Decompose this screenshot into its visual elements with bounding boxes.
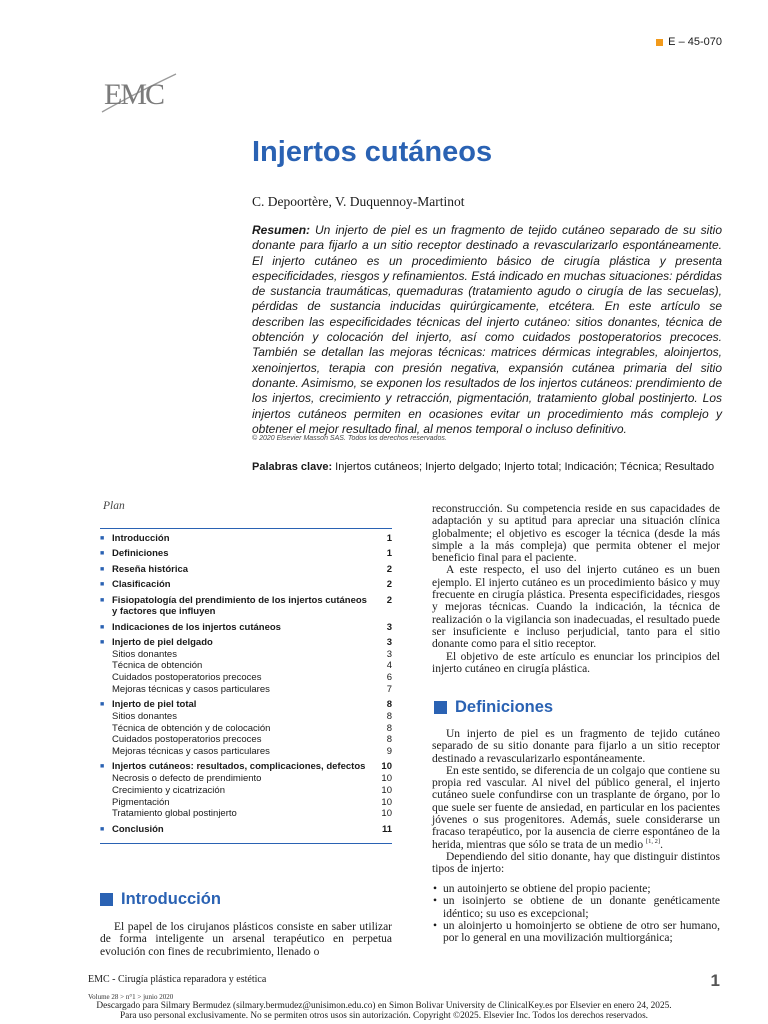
plan-item-page: 9 bbox=[386, 746, 392, 758]
plan-title: Plan bbox=[103, 500, 125, 512]
reference-code-text: E – 45-070 bbox=[668, 36, 722, 48]
definitions-text bbox=[432, 728, 720, 876]
plan-item-page: 4 bbox=[386, 660, 392, 672]
footer-journal-name: EMC - Cirugía plástica reparadora y estética bbox=[88, 974, 267, 985]
section-heading-definiciones bbox=[434, 698, 553, 717]
plan-item bbox=[100, 785, 392, 797]
plan-item-page: 8 bbox=[386, 722, 392, 734]
keywords-label: Palabras clave: bbox=[252, 461, 333, 473]
paragraph: A este respecto, el uso del injerto cutáneo es un buen ejemplo. El injerto cutáneo es un procedimiento básico y muy frecuente en cirugía plástica. Presenta especificidades, riesgos y mejoras técnicas. Cuando la indicación, la técnica de realización o la vigilancia son inadecuadas, el resultado puede ser insuficiente e incluso perjudicial, tanto para el sitio donante como para el sitio receptor. bbox=[432, 564, 720, 651]
plan-item-page: 8 bbox=[386, 734, 392, 746]
indent-spacer bbox=[100, 672, 112, 684]
paragraph bbox=[432, 765, 720, 851]
plan-item-page: 10 bbox=[381, 796, 392, 808]
plan-item bbox=[100, 564, 392, 576]
plan-item-label: Mejoras técnicas y casos particulares bbox=[112, 746, 270, 758]
intro-text bbox=[100, 921, 392, 958]
orange-square-icon bbox=[656, 39, 663, 46]
plan-item-label: Mejoras técnicas y casos particulares bbox=[112, 683, 270, 695]
plan-item bbox=[100, 672, 392, 684]
indent-spacer bbox=[100, 785, 112, 797]
list-item: • un aloinjerto u homoinjerto se obtiene de otro ser humano, por lo general en una movilización multiorgánica; bbox=[432, 920, 720, 945]
plan-item bbox=[100, 533, 392, 545]
emc-logo bbox=[100, 66, 180, 116]
paragraph: El objetivo de este artículo es enunciar los principios del injerto cutáneo en cirugía plástica. bbox=[432, 650, 720, 675]
plan-item-label: Sitios donantes bbox=[112, 648, 177, 660]
square-bullet-icon: ■ bbox=[100, 825, 105, 833]
plan-top-divider bbox=[100, 528, 392, 529]
abstract-label: Resumen: bbox=[252, 223, 311, 237]
plan-item-page: 11 bbox=[381, 823, 392, 835]
square-bullet-icon: ■ bbox=[100, 701, 105, 709]
plan-item bbox=[100, 711, 392, 723]
download-notice bbox=[0, 1001, 768, 1021]
plan-item bbox=[100, 746, 392, 758]
page-number: 1 bbox=[710, 971, 720, 990]
footer-volume: Volume 28 > n°1 > junio 2020 bbox=[88, 993, 174, 1001]
plan-item-page: 8 bbox=[386, 699, 392, 711]
plan-item bbox=[100, 761, 392, 773]
plan-item-label: Fisiopatología del prendimiento de los injertos cutáneos y factores que influyen bbox=[112, 594, 367, 618]
plan-item-page: 2 bbox=[386, 594, 392, 606]
plan-item-page: 3 bbox=[386, 637, 392, 649]
plan-item-page: 7 bbox=[386, 683, 392, 695]
plan-item-label: Injerto de piel total bbox=[112, 699, 197, 711]
plan-item-label: Reseña histórica bbox=[112, 563, 189, 575]
square-bullet-icon: ■ bbox=[100, 535, 105, 542]
download-notice-line: Para uso personal exclusivamente. No se permiten otros usos sin autorización. Copyright ©2025. Elsevier Inc. Todos los derechos reservados. bbox=[119, 1011, 649, 1021]
plan-item-page: 3 bbox=[386, 648, 392, 660]
paragraph-text: En este sentido, se diferencia de un colgajo que contiene su propia red vascular. Al nivel del público general, el injerto cutáneo suele confundirse con un trasplante de órgano, por lo que suele ser fuente de ansiedad, en particular en los pacientes jóvenes o sus progenitores. Además, suele considerarse un fracaso terapéutico, por la ausencia de cierre espontáneo de la herida, mientras que sólo se trata de un medio bbox=[432, 764, 720, 851]
plan-item bbox=[100, 660, 392, 672]
logo-text: EMC bbox=[104, 78, 164, 111]
plan-item-label: Tratamiento global postinjerto bbox=[112, 808, 237, 820]
intro-text-continued bbox=[432, 503, 720, 675]
plan-item-page: 8 bbox=[386, 710, 392, 722]
plan-item bbox=[100, 797, 392, 809]
plan-item-label: Introducción bbox=[112, 533, 170, 544]
plan-item bbox=[100, 723, 392, 735]
plan-item bbox=[100, 595, 392, 618]
plan-item-label: Definiciones bbox=[112, 548, 169, 560]
list-item: • un autoinjerto se obtiene del propio paciente; bbox=[432, 883, 720, 895]
indent-spacer bbox=[100, 723, 112, 735]
plan-item bbox=[100, 622, 392, 634]
section-square-icon bbox=[434, 701, 447, 714]
plan-item-label: Cuidados postoperatorios precoces bbox=[112, 734, 262, 746]
plan-item-label: Injerto de piel delgado bbox=[112, 637, 213, 649]
plan-item-page: 1 bbox=[386, 533, 392, 544]
square-bullet-icon: ■ bbox=[100, 581, 105, 589]
section-heading-text: Introducción bbox=[121, 890, 221, 908]
indent-spacer bbox=[100, 660, 112, 672]
citation: [1, 2] bbox=[645, 837, 661, 845]
list-item: • un isoinjerto se obtiene de un donante genéticamente idéntico; su uso es excepcional; bbox=[432, 895, 720, 920]
plan-item-label: Necrosis o defecto de prendimiento bbox=[112, 773, 262, 785]
square-bullet-icon: ■ bbox=[100, 623, 105, 631]
section-heading-text: Definiciones bbox=[455, 698, 554, 716]
plan-item bbox=[100, 773, 392, 785]
square-bullet-icon: ■ bbox=[100, 565, 105, 573]
indent-spacer bbox=[100, 684, 112, 696]
plan-item-page: 10 bbox=[381, 773, 392, 785]
section-heading-introduccion bbox=[100, 890, 221, 909]
indent-spacer bbox=[100, 808, 112, 820]
indent-spacer bbox=[100, 649, 112, 661]
plan-item-page: 3 bbox=[386, 621, 392, 633]
download-notice-line: Descargado para Silmary Bermudez (silmary.bermudez@unisimon.edu.co) en Simon Bolivar University de ClinicalKey.es por Elsevier en enero 24, 2025. bbox=[96, 1001, 672, 1011]
paragraph-end: . bbox=[660, 838, 663, 851]
plan-item bbox=[100, 808, 392, 820]
plan-item bbox=[100, 734, 392, 746]
plan-item-label: Conclusión bbox=[112, 823, 164, 835]
abstract bbox=[252, 223, 722, 437]
plan-item bbox=[100, 824, 392, 836]
plan-item-label: Injertos cutáneos: resultados, complicaciones, defectos bbox=[112, 761, 366, 773]
plan-item-label: Pigmentación bbox=[112, 796, 170, 808]
indent-spacer bbox=[100, 746, 112, 758]
abstract-text: Un injerto de piel es un fragmento de tejido cutáneo separado de su sitio donante para fijarlo a un sitio receptor destinado a revascularizarlo espontáneamente. El injerto cutáneo es un procedimiento básico de cirugía plástica y presenta especificidades, riesgos y refinamientos. Está indicado en muchas situaciones: pérdidas de sustancia traumáticas, quemaduras (tratamiento agudo o cirugía de las secuelas), pérdidas de sustancia inducidas quirúrgicamente, etcétera. En este artículo se describen las especificidades técnicas del injerto cutáneo: sitios donantes, técnica de obtención y colocación del injerto, así como cuidados postoperatorios precoces. También se detallan las mejoras técnicas: matrices dérmicas integrables, aloinjertos, xenoinjertos, terapia con presión negativa, expansión cutánea primaria del sitio donante. Asimismo, se exponen los resultados de los injertos cutáneos: prendimiento de los injertos, crecimiento y retracción, pigmentación, tratamiento global postinjerto. Los injertos cutáneos permiten en ocasiones evitar un procedimiento más complejo y obtener el mejor resultado final, al menos temporal o incluso definitivo. bbox=[252, 223, 722, 436]
plan-list bbox=[100, 533, 392, 835]
article-title: Injertos cutáneos bbox=[252, 136, 493, 168]
copyright-notice: © 2020 Elsevier Masson SAS. Todos los derechos reservados. bbox=[252, 435, 447, 442]
plan-item-label: Crecimiento y cicatrización bbox=[112, 784, 225, 796]
article-authors: C. Depoortère, V. Duquennoy-Martinot bbox=[252, 194, 465, 209]
indent-spacer bbox=[100, 773, 112, 785]
plan-item-page: 10 bbox=[381, 784, 392, 796]
indent-spacer bbox=[100, 797, 112, 809]
square-bullet-icon: ■ bbox=[100, 596, 105, 604]
indent-spacer bbox=[100, 711, 112, 723]
plan-item-label: Cuidados postoperatorios precoces bbox=[112, 672, 262, 684]
square-bullet-icon: ■ bbox=[100, 763, 105, 771]
paragraph: Un injerto de piel es un fragmento de tejido cutáneo separado de su sitio donante para fijarlo a un sitio receptor destinado a revascularizarlo espontáneamente. bbox=[432, 728, 720, 765]
plan-item-label: Técnica de obtención bbox=[112, 660, 203, 672]
paragraph: reconstrucción. Su competencia reside en sus capacidades de adaptación y su aptitud para apreciar una situación clínica globalmente; el objetivo es escoger la técnica (desde la más simple a la más compleja) que permita obtener el mejor beneficio final para el paciente. bbox=[432, 503, 720, 565]
graft-types-list bbox=[432, 883, 720, 944]
plan-item-page: 10 bbox=[381, 761, 392, 773]
paragraph: El papel de los cirujanos plásticos consiste en saber utilizar de forma inteligente un arsenal terapéutico en perpetua evolución con fines de recubrimiento, llenado o bbox=[100, 921, 392, 958]
plan-item-page: 2 bbox=[386, 563, 392, 575]
plan-item-page: 2 bbox=[386, 579, 392, 591]
plan-item bbox=[100, 649, 392, 661]
plan-item bbox=[100, 579, 392, 591]
square-bullet-icon: ■ bbox=[100, 639, 105, 647]
plan-item bbox=[100, 548, 392, 560]
plan-item-label: Indicaciones de los injertos cutáneos bbox=[112, 621, 281, 633]
plan-item bbox=[100, 637, 392, 649]
plan-item-page: 10 bbox=[381, 808, 392, 820]
plan-item-label: Sitios donantes bbox=[112, 710, 177, 722]
keywords-text: Injertos cutáneos; Injerto delgado; Injerto total; Indicación; Técnica; Resultado bbox=[332, 461, 715, 473]
plan-item-page: 1 bbox=[386, 548, 392, 560]
article-reference-code bbox=[656, 36, 722, 48]
plan-bottom-divider bbox=[100, 843, 392, 844]
plan-item-page: 6 bbox=[386, 672, 392, 684]
keywords bbox=[252, 461, 714, 473]
plan-box bbox=[100, 500, 392, 844]
plan-item bbox=[100, 699, 392, 711]
plan-item bbox=[100, 684, 392, 696]
square-bullet-icon: ■ bbox=[100, 550, 105, 558]
paragraph: Dependiendo del sitio donante, hay que distinguir distintos tipos de injerto: bbox=[432, 850, 720, 876]
plan-item-label: Clasificación bbox=[112, 579, 171, 591]
section-square-icon bbox=[100, 893, 113, 906]
indent-spacer bbox=[100, 734, 112, 746]
plan-item-label: Técnica de obtención y de colocación bbox=[112, 722, 271, 734]
